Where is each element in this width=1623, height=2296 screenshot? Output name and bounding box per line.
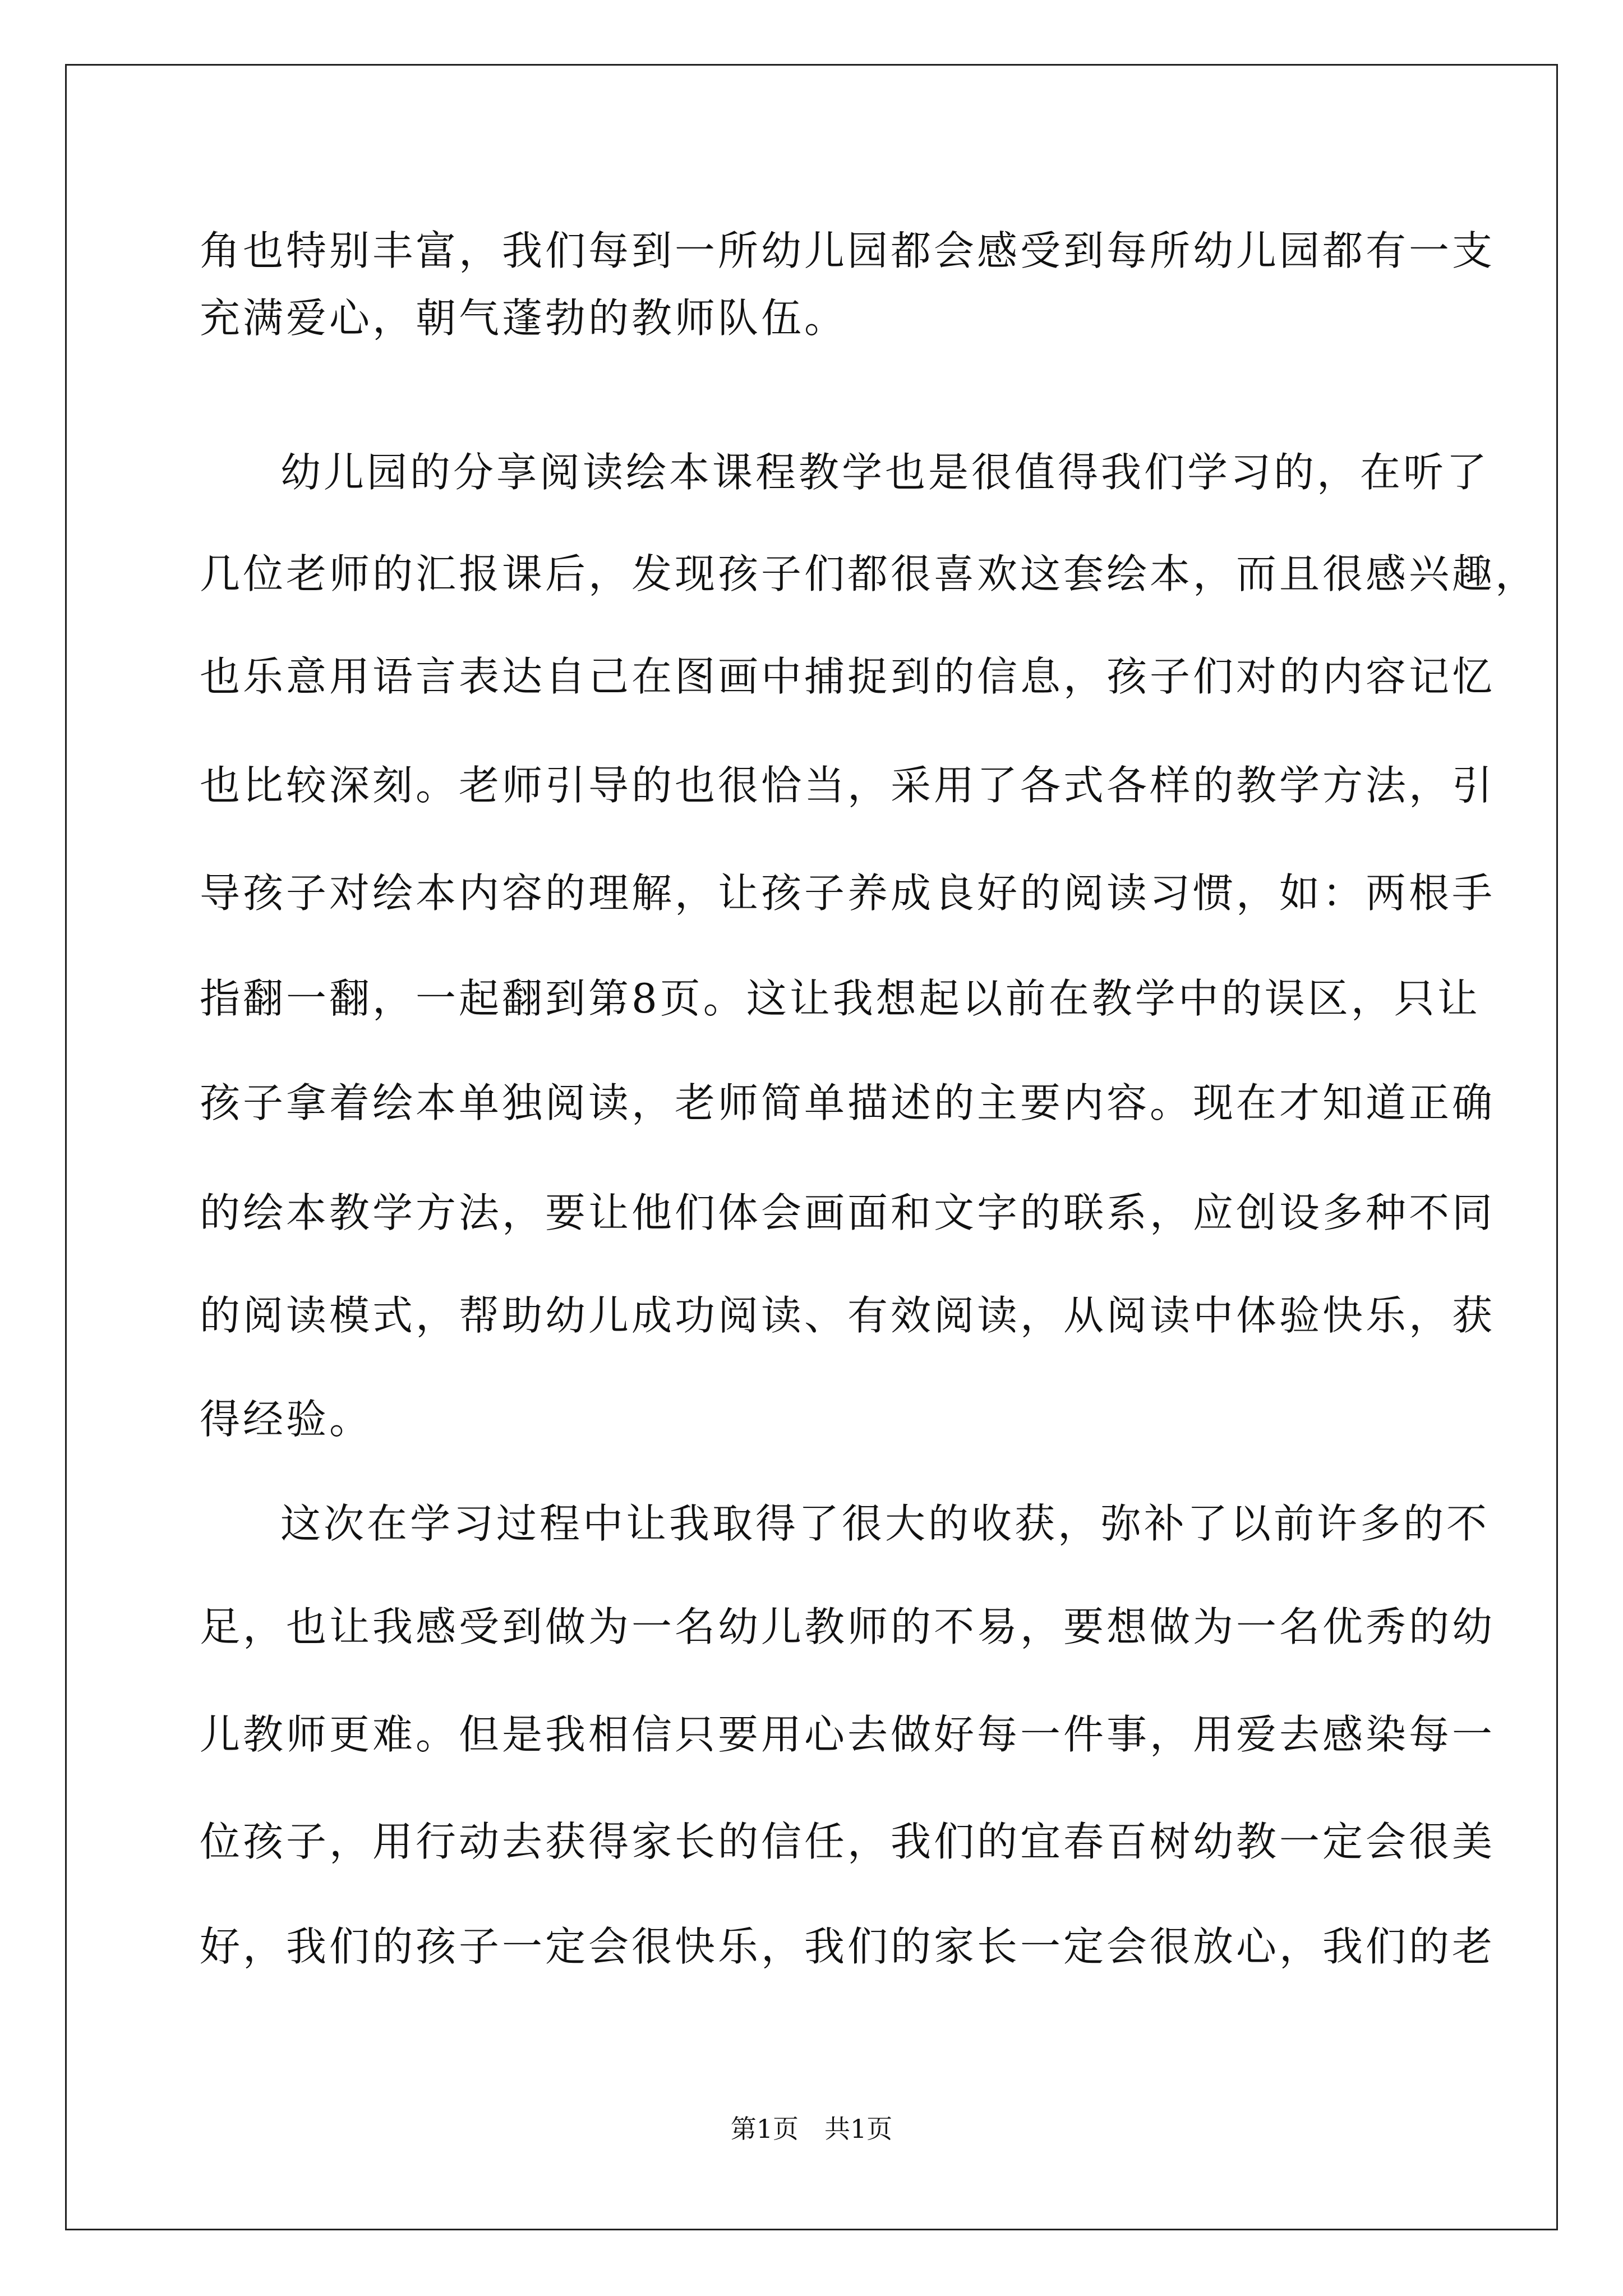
paragraph-line: 足，也让我感受到做为一名幼儿教师的不易，要想做为一名优秀的幼 (200, 1603, 1496, 1650)
paragraph-line: 儿教师更难。但是我相信只要用心去做好每一件事，用爱去感染每一 (200, 1711, 1496, 1758)
total-pages: 共1页 (824, 2114, 893, 2144)
page-footer (0, 2109, 1623, 2148)
paragraph-line: 位孩子，用行动去获得家长的信任，我们的宜春百树幼教一定会很美 (200, 1818, 1496, 1865)
paragraph-line: 也乐意用语言表达自己在图画中捕捉到的信息，孩子们对的内容记忆 (200, 653, 1496, 700)
paragraph-line: 得经验。 (200, 1396, 373, 1443)
paragraph-line: 也比较深刻。老师引导的也很恰当，采用了各式各样的教学方法，引 (200, 762, 1496, 809)
paragraph-line: 充满爱心，朝气蓬勃的教师队伍。 (200, 295, 848, 342)
paragraph-line: 的绘本教学方法，要让他们体会画面和文字的联系，应创设多种不同 (200, 1189, 1496, 1236)
paragraph-line: 好，我们的孩子一定会很快乐，我们的家长一定会很放心，我们的老 (200, 1923, 1496, 1970)
paragraph-line: 孩子拿着绘本单独阅读，老师简单描述的主要内容。现在才知道正确 (200, 1079, 1496, 1126)
paragraph-line: 幼儿园的分享阅读绘本课程教学也是很值得我们学习的，在听了 (280, 449, 1490, 496)
paragraph-line: 这次在学习过程中让我取得了很大的收获，弥补了以前许多的不 (280, 1500, 1490, 1547)
paragraph-line: 角也特别丰富，我们每到一所幼儿园都会感受到每所幼儿园都有一支 (200, 227, 1496, 274)
paragraph-line: 指翻一翻，一起翻到第8页。这让我想起以前在教学中的误区，只让 (200, 975, 1481, 1022)
page-number: 第1页 (730, 2114, 799, 2144)
page-border (65, 64, 1558, 2230)
paragraph-line: 几位老师的汇报课后，发现孩子们都很喜欢这套绘本，而且很感兴趣， (200, 550, 1539, 597)
paragraph-line: 的阅读模式，帮助幼儿成功阅读、有效阅读，从阅读中体验快乐，获 (200, 1292, 1496, 1339)
paragraph-line: 导孩子对绘本内容的理解，让孩子养成良好的阅读习惯，如：两根手 (200, 869, 1496, 917)
